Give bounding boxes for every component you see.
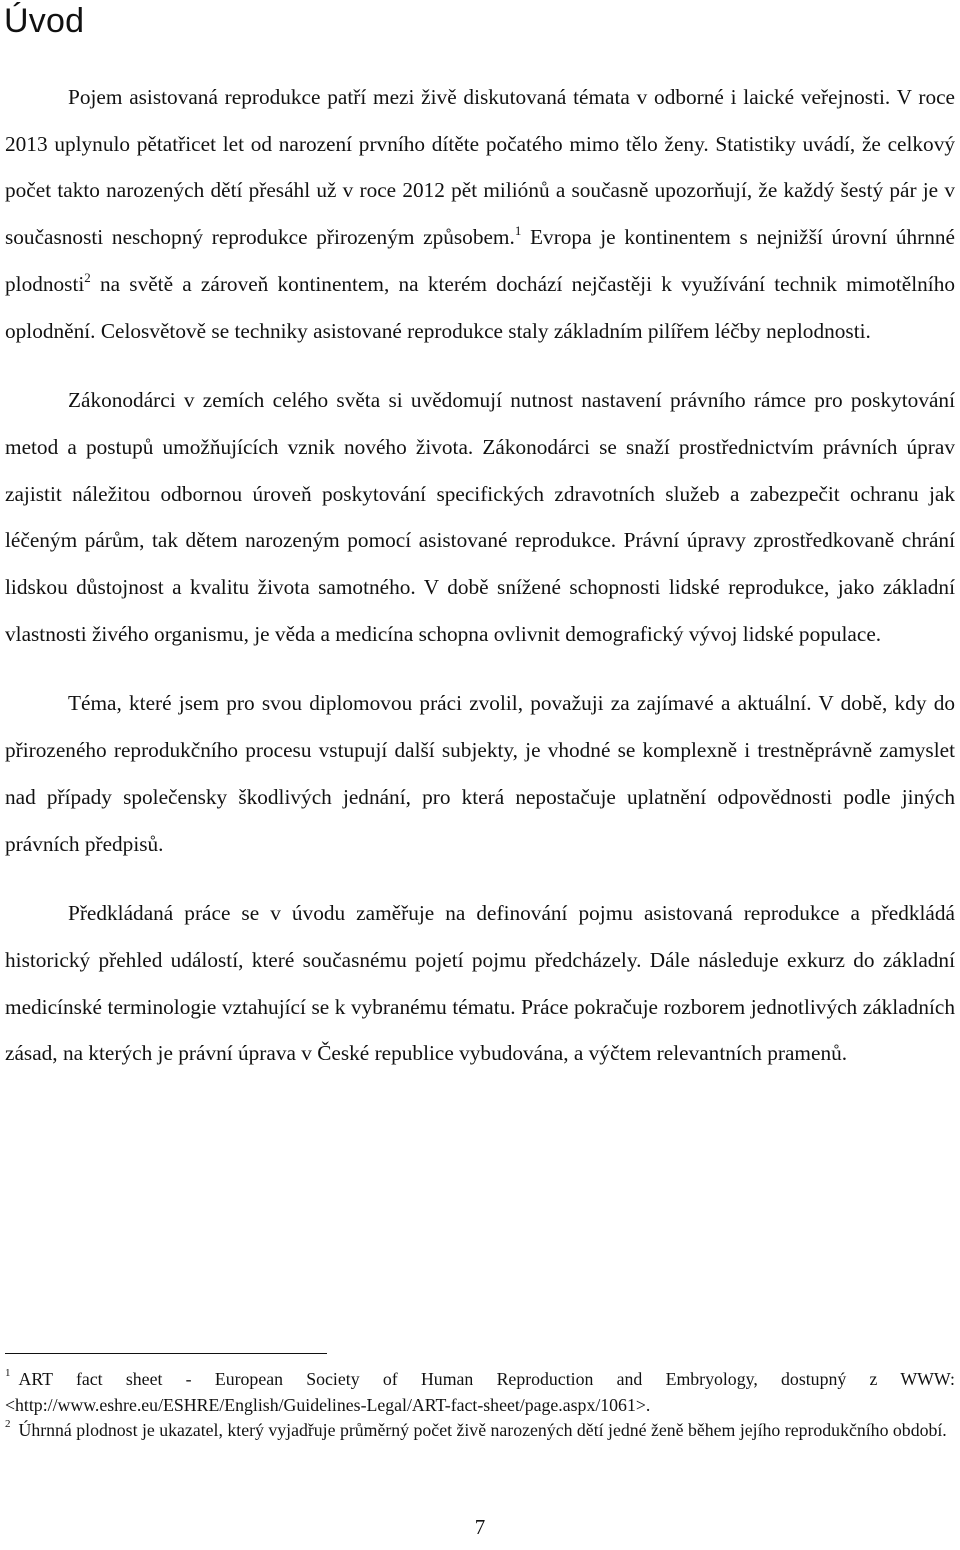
paragraph-1-part-1: Pojem asistovaná reprodukce patří mezi živě diskutovaná témata v odborné i laické veřejnosti. V roce 2013 uplynulo pětatřicet let od narození prvního dítěte počatého mimo tělo ženy. Statistiky uvádí, že celkový počet takto narozených dětí přesáhl už v roce 2012 pět miliónů a současně upozorňují, že každý šestý pár je v současnosti neschopný reprodukce přirozeným způsobem. (5, 85, 955, 250)
body-text (5, 74, 955, 1077)
footnote-ref-2[interactable]: 2 (84, 269, 91, 285)
footnotes (5, 1367, 955, 1444)
page-number: 7 (474, 1515, 486, 1539)
paragraph-3: Téma, které jsem pro svou diplomovou práci zvolil, považuji za zajímavé a aktuální. V době, kdy do přirozeného reprodukčního procesu vstupují další subjekty, je vhodné se komplexně i trestněprávně zamyslet nad případy společensky škodlivých jednání, pro která nepostačuje uplatnění odpovědnosti podle jiných právních předpisů. (5, 691, 955, 856)
footnote-mark-1: 1 (5, 1367, 11, 1380)
footnote-1 (5, 1367, 955, 1418)
paragraph-4: Předkládaná práce se v úvodu zaměřuje na definování pojmu asistovaná reprodukce a předkládá historický přehled událostí, které současnému pojetí pojmu předcházely. Dále následuje exkurz do základní medicínské terminologie vztahující se k vybranému tématu. Práce pokračuje rozborem jednotlivých základních zásad, na kterých je právní úprava v České republice vybudována, a výčtem relevantních pramenů. (5, 901, 955, 1066)
paragraph-1-part-2: Evropa je kontinentem s nejnižší úrovní úhrnné plodnosti (5, 225, 955, 296)
paragraph-1 (5, 74, 955, 354)
footnote-2-text: Úhrnná plodnost je ukazatel, který vyjadřuje průměrný počet živě narozených dětí jedné ženě během jejího reprodukčního období. (18, 1420, 947, 1440)
footnote-2 (5, 1418, 955, 1444)
page-title: Úvod (4, 2, 85, 40)
paragraph-2: Zákonodárci v zemích celého světa si uvědomují nutnost nastavení právního rámce pro poskytování metod a postupů umožňujících vznik nového života. Zákonodárci se snaží prostřednictvím právních úprav zajistit náležitou odbornou úroveň poskytování specifických zdravotních služeb a zabezpečit ochranu jak léčeným párům, tak dětem narozeným pomocí asistované reprodukce. Právní úpravy zprostředkovaně chrání lidskou důstojnost a kvalitu života samotného. V době snížené schopnosti lidské reprodukce, jako základní vlastnosti živého organismu, je věda a medicína schopna ovlivnit demografický vývoj lidské populace. (5, 388, 955, 646)
footnote-mark-2: 2 (5, 1418, 11, 1431)
footnote-ref-1[interactable]: 1 (514, 223, 522, 239)
footnote-divider (5, 1353, 327, 1354)
footnote-1-text: ART fact sheet - European Society of Human Reproduction and Embryology, dostupný z WWW: <http://www.eshre.eu/ESHRE/English/Guidelines-Legal/ART-fact-sheet/page.aspx/1061>. (5, 1369, 955, 1415)
paragraph-1-part-3: na světě a zároveň kontinentem, na kterém dochází nejčastěji k využívání technik mimotělního oplodnění. Celosvětově se techniky asistované reprodukce staly základním pilířem léčby neplodnosti. (5, 271, 955, 343)
